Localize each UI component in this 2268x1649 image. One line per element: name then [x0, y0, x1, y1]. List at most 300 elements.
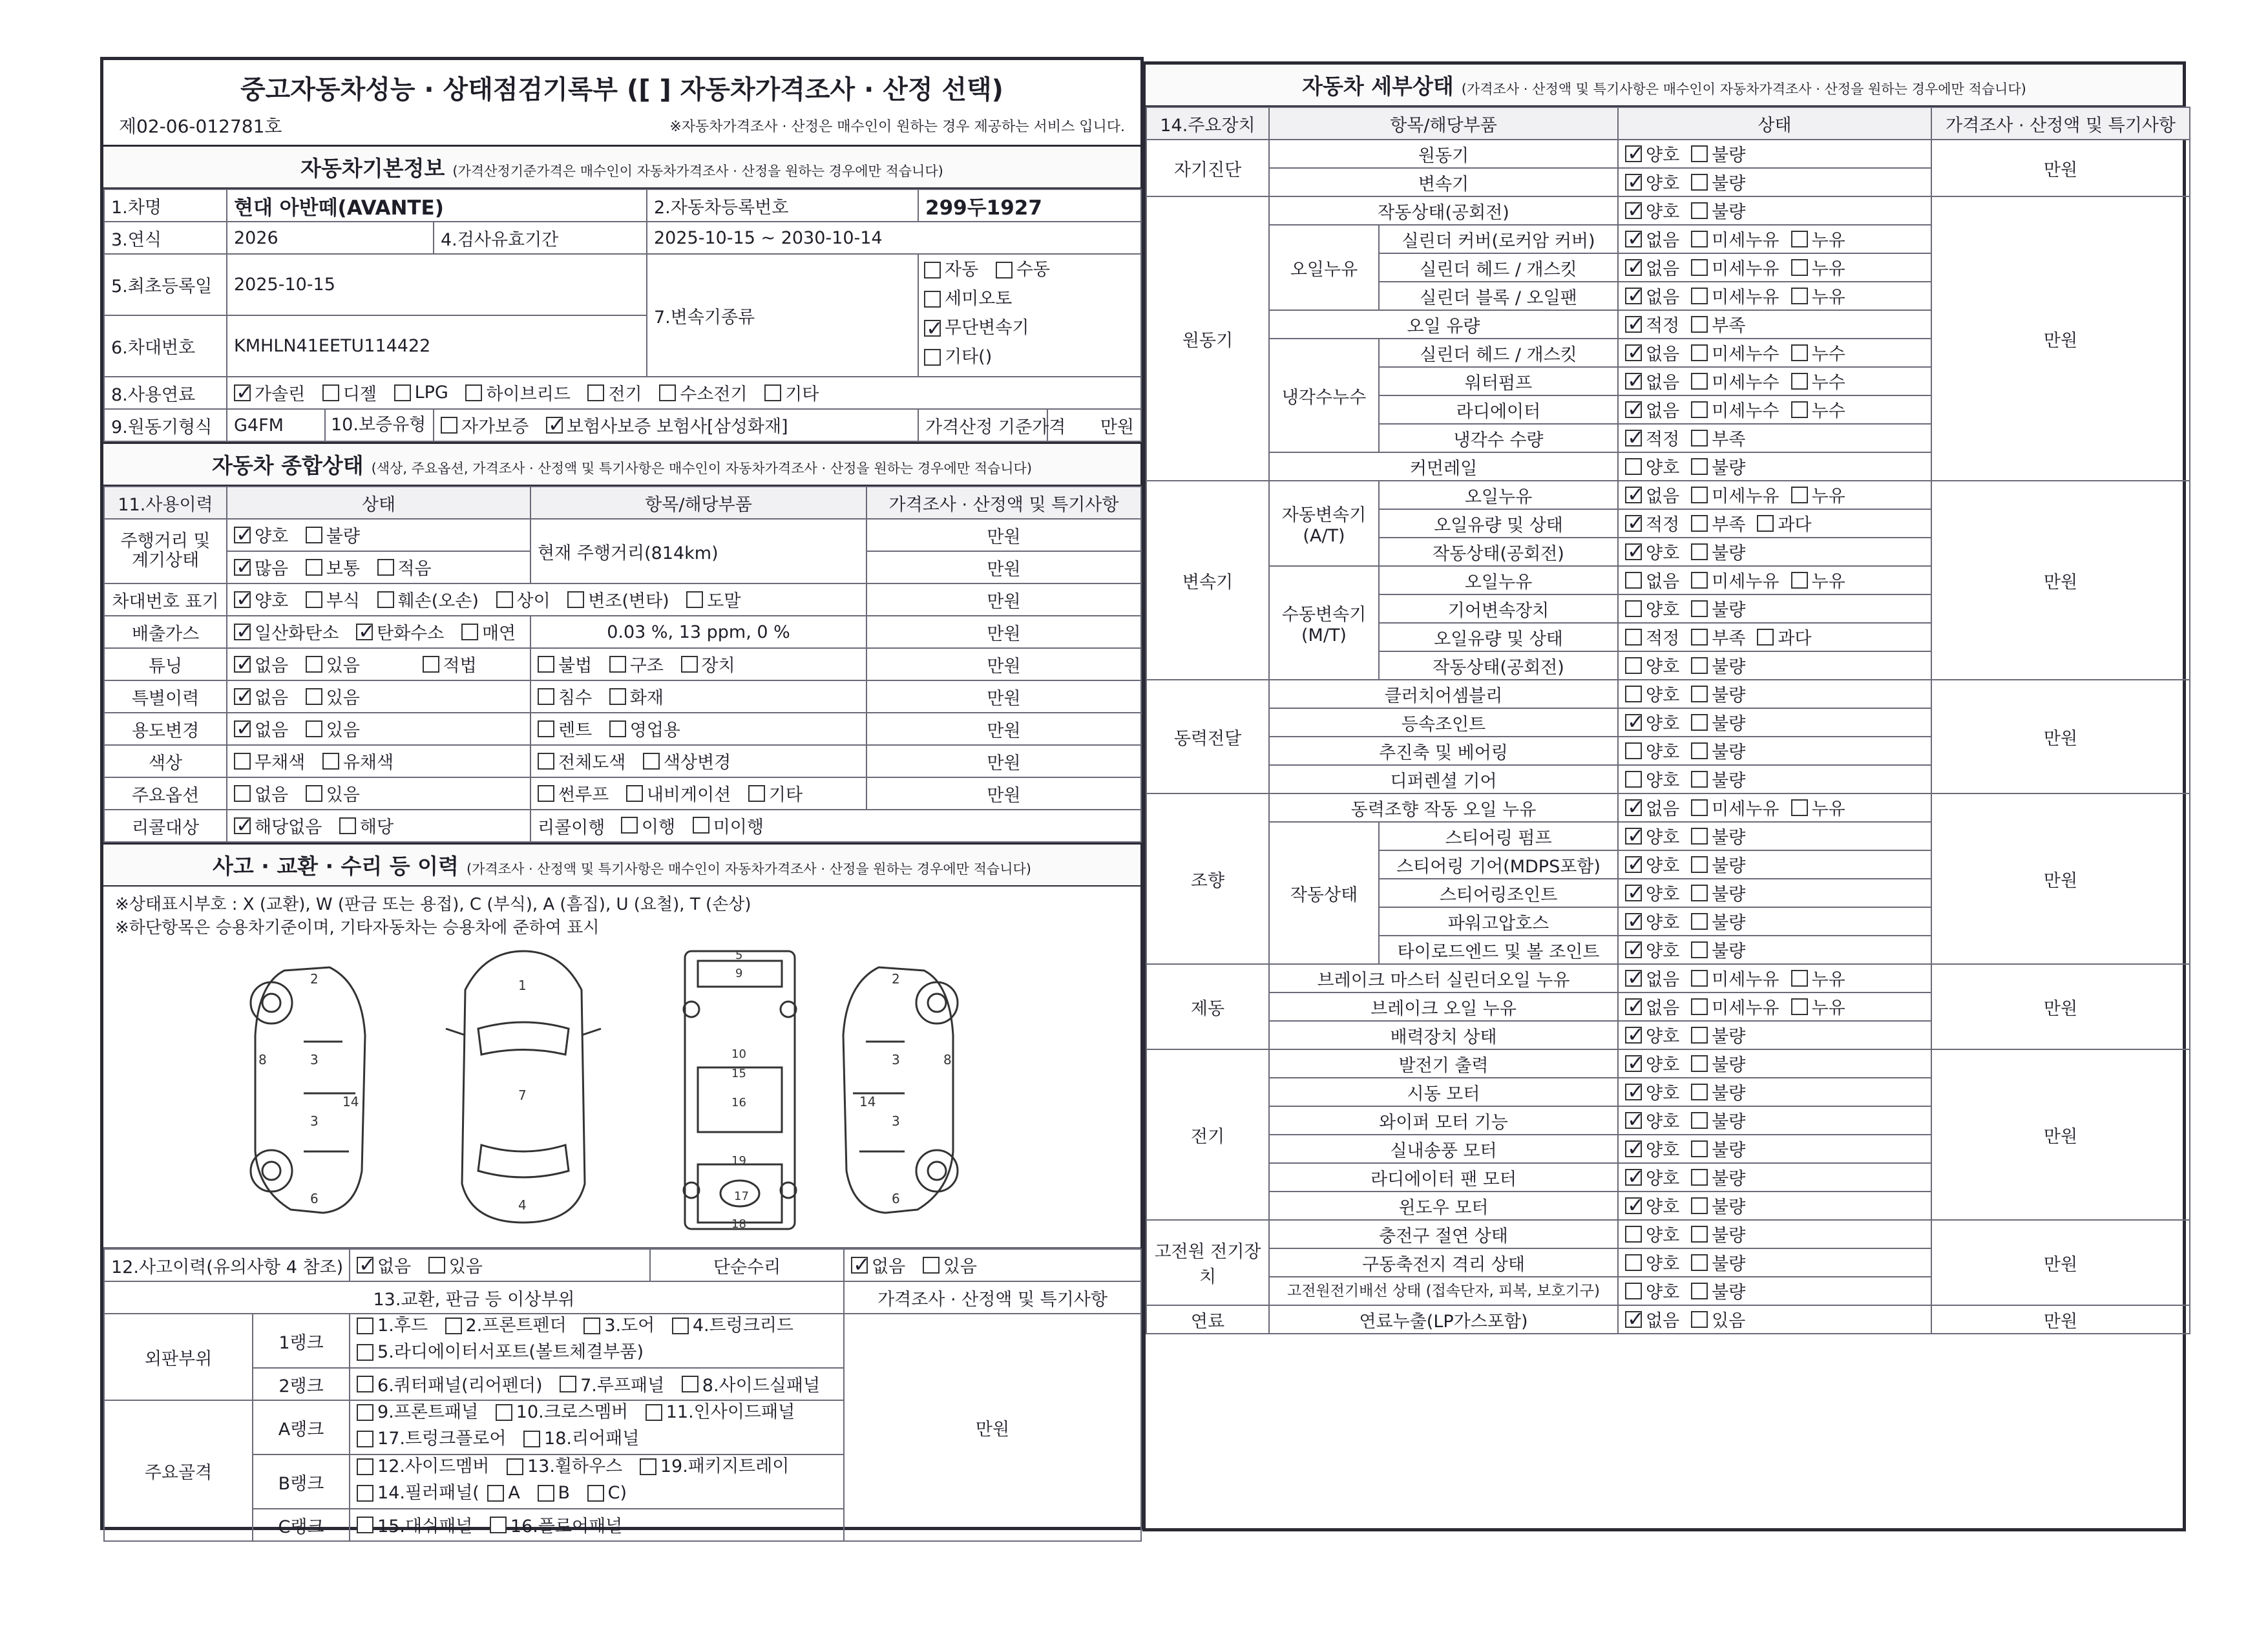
accident-head: 사고 · 교환 · 수리 등 이력 (가격조사 · 산정액 및 특기사항은 매수인이 자동차가격조사 · 산정을 원하는 경우에만 적습니다) — [103, 843, 1140, 887]
state-checkbox[interactable]: 불량 — [1691, 1108, 1745, 1133]
rank1-trunk-checkbox[interactable]: 4.트렁크리드 — [672, 1314, 793, 1338]
usage-none-checkbox[interactable]: ✓ 없음 — [234, 716, 288, 741]
svg-text:10: 10 — [731, 1047, 746, 1061]
item-label: 변속기 — [1269, 168, 1618, 196]
state-checkbox[interactable]: 부족 — [1691, 510, 1745, 536]
svg-text:18: 18 — [731, 1217, 746, 1231]
item-label: 배력장치 상태 — [1269, 1021, 1618, 1049]
rank2-sidesill-checkbox[interactable]: 8.사이드실패널 — [682, 1371, 820, 1396]
state-checkbox[interactable]: ✓ 없음 — [1625, 397, 1679, 422]
state-checkbox[interactable]: 누유 — [1791, 226, 1845, 251]
parts-price-head: 가격조사 · 산정액 및 특기사항 — [844, 1281, 1141, 1314]
state-checkbox[interactable]: 불량 — [1691, 141, 1745, 166]
svg-text:9: 9 — [735, 967, 743, 980]
state-checkbox[interactable]: 미세누유 — [1691, 283, 1779, 308]
rank1-hood-checkbox[interactable]: 1.후드 — [357, 1314, 428, 1338]
warranty-insurance-checkbox[interactable]: ✓ 보험사보증 보험사[삼성화재] — [546, 412, 788, 437]
item-label: 실린더 블록 / 오일팬 — [1379, 282, 1618, 310]
state-checkbox[interactable]: 미세누유 — [1691, 994, 1779, 1019]
state-checkbox[interactable]: 양호 — [1625, 454, 1679, 479]
mileage-state-a — [227, 519, 530, 551]
rankA-front-checkbox[interactable]: 9.프론트패널 — [357, 1401, 478, 1424]
svg-text:17: 17 — [734, 1190, 749, 1203]
state-checkbox[interactable]: 불량 — [1691, 937, 1745, 962]
item-label: 동력조향 작동 오일 누유 — [1269, 793, 1618, 822]
emission-smoke-checkbox[interactable]: 매연 — [461, 619, 516, 644]
overall-head: 자동차 종합상태 (색상, 주요옵션, 가격조사 · 산정액 및 특기사항은 매수인이 자동차가격조사 · 산정을 원하는 경우에만 적습니다) — [103, 442, 1140, 486]
state-checkbox[interactable]: ✓ 양호 — [1625, 880, 1679, 905]
rankA-rear-checkbox[interactable]: 18.리어패널 — [523, 1427, 639, 1451]
svg-text:7: 7 — [518, 1087, 527, 1103]
rank1-door-checkbox[interactable]: 3.도어 — [583, 1314, 655, 1338]
state-options — [1618, 765, 1931, 793]
option-price: 만원 — [866, 777, 1141, 810]
state-checkbox[interactable]: 누유 — [1791, 795, 1845, 820]
state-options — [1618, 737, 1931, 765]
vin-mark-painted-checkbox[interactable]: 도말 — [686, 587, 740, 612]
rank2-items — [350, 1368, 844, 1400]
state-checkbox[interactable]: ✓ 없음 — [1625, 255, 1679, 280]
state-checkbox[interactable]: 불량 — [1691, 454, 1745, 479]
state-checkbox[interactable]: 미세누유 — [1691, 255, 1779, 280]
color-label: 색상 — [104, 745, 227, 777]
trans-cvt-checkbox[interactable]: ✓ 무단변속기 — [924, 315, 1029, 341]
fuel-hybrid-checkbox[interactable]: 하이브리드 — [465, 380, 570, 405]
recall-done-checkbox[interactable]: 이행 — [621, 813, 675, 838]
state-checkbox[interactable]: ✓ 양호 — [1625, 1164, 1679, 1190]
color-full-paint-checkbox[interactable]: 전체도색 — [538, 748, 625, 773]
state-checkbox[interactable]: 불량 — [1691, 1022, 1745, 1047]
rankB-items — [350, 1455, 844, 1509]
state-options — [1618, 680, 1931, 708]
state-checkbox[interactable]: ✓ 없음 — [1625, 226, 1679, 251]
state-checkbox[interactable]: ✓ 양호 — [1625, 909, 1679, 934]
recall-na-checkbox[interactable]: ✓ 해당없음 — [234, 813, 322, 838]
item-label: 스티어링 펌프 — [1379, 822, 1618, 850]
state-checkbox[interactable]: 불량 — [1691, 1051, 1745, 1076]
state-checkbox[interactable]: 양호 — [1625, 766, 1679, 792]
rankB-wheelhouse-checkbox[interactable]: 13.휠하우스 — [507, 1455, 622, 1478]
recall-notdone-checkbox[interactable]: 미이행 — [693, 813, 764, 838]
state-options — [1618, 566, 1931, 594]
special-yes-checkbox[interactable]: 있음 — [306, 684, 360, 709]
state-checkbox[interactable]: 불량 — [1691, 198, 1745, 223]
detail-row — [1146, 1305, 2190, 1334]
state-options — [1618, 1220, 1931, 1248]
item-label: 스티어링 기어(MDPS포함) — [1379, 850, 1618, 879]
item-label: 커먼레일 — [1269, 452, 1618, 481]
state-options — [1618, 708, 1931, 737]
usage-business-checkbox[interactable]: 영업용 — [609, 716, 680, 741]
state-options — [1618, 538, 1931, 566]
fuel-lpg-checkbox[interactable]: LPG — [394, 383, 448, 403]
rankA-items — [350, 1400, 844, 1455]
state-checkbox[interactable]: 불량 — [1691, 169, 1745, 194]
state-checkbox[interactable]: 불량 — [1691, 1136, 1745, 1161]
fuel-hydrogen-checkbox[interactable]: 수소전기 — [659, 380, 747, 405]
state-checkbox[interactable]: 불량 — [1691, 880, 1745, 905]
history-options — [350, 1249, 650, 1281]
sub-group-label: 오일누유 — [1269, 225, 1379, 310]
fuel-options — [227, 377, 1141, 409]
rankA-trunkfloor-checkbox[interactable]: 17.트렁크플로어 — [357, 1427, 506, 1451]
color-options — [227, 745, 530, 777]
state-checkbox[interactable]: 누유 — [1791, 255, 1845, 280]
state-options — [1618, 1248, 1931, 1277]
special-none-checkbox[interactable]: ✓ 없음 — [234, 684, 288, 709]
trans-semi-checkbox[interactable]: 세미오토 — [924, 286, 1012, 312]
vin-mark-corrosion-checkbox[interactable]: 부식 — [306, 587, 360, 612]
detail-row — [1146, 481, 2190, 509]
simple-none-checkbox[interactable]: ✓ 없음 — [851, 1252, 905, 1277]
state-options — [1618, 452, 1931, 481]
state-checkbox[interactable]: 불량 — [1691, 596, 1745, 621]
state-checkbox[interactable]: 불량 — [1691, 766, 1745, 792]
state-checkbox[interactable]: 불량 — [1691, 1278, 1745, 1303]
recall-applicable-checkbox[interactable]: 해당 — [339, 813, 394, 838]
state-checkbox[interactable]: 부족 — [1691, 311, 1745, 337]
rankB-pillar-a-checkbox[interactable]: A — [487, 1482, 520, 1505]
recall-item-label: 리콜이행 — [538, 818, 605, 839]
rankB-pillar-c-checkbox[interactable]: C) — [587, 1482, 627, 1505]
state-checkbox[interactable]: 양호 — [1625, 681, 1679, 706]
option-sunroof-checkbox[interactable]: 썬루프 — [538, 781, 609, 806]
state-checkbox[interactable]: 불량 — [1691, 681, 1745, 706]
state-checkbox[interactable]: ✓ 없음 — [1625, 1307, 1679, 1332]
simple-yes-checkbox[interactable]: 있음 — [923, 1252, 977, 1277]
state-checkbox[interactable]: ✓ 양호 — [1625, 852, 1679, 877]
state-checkbox[interactable]: ✓ 양호 — [1625, 823, 1679, 848]
item-label: 브레이크 오일 누유 — [1269, 993, 1618, 1021]
trans-options — [918, 254, 1141, 377]
detail-col2: 항목/해당부품 — [1269, 107, 1618, 140]
svg-text:6: 6 — [310, 1191, 319, 1206]
state-options — [1618, 509, 1931, 538]
state-checkbox[interactable]: 부족 — [1691, 624, 1745, 649]
state-checkbox[interactable]: 불량 — [1691, 539, 1745, 564]
fuel-gasoline-checkbox[interactable]: ✓ 가솔린 — [234, 380, 305, 405]
state-options — [1618, 879, 1931, 907]
detail-row — [1146, 793, 2190, 822]
state-options — [1618, 964, 1931, 993]
rankC-dash-checkbox[interactable]: 15.대쉬패널 — [357, 1512, 472, 1537]
mileage-price-1: 만원 — [866, 519, 1141, 551]
status-code-note: ※상태표시부호 : X (교환), W (판금 또는 용접), C (부식), A (흠집), U (요철), T (손상) — [115, 895, 751, 914]
state-checkbox[interactable]: 양호 — [1625, 1221, 1679, 1246]
group-price: 만원 — [1931, 680, 2190, 793]
svg-text:15: 15 — [731, 1067, 746, 1080]
state-checkbox[interactable]: 불량 — [1691, 852, 1745, 877]
reg-no-value: 299두1927 — [918, 189, 1141, 222]
item-label: 브레이크 마스터 실린더오일 누유 — [1269, 964, 1618, 993]
state-checkbox[interactable]: 미세누유 — [1691, 795, 1779, 820]
group-label: 변속기 — [1146, 481, 1269, 680]
vin-mark-differ-checkbox[interactable]: 상이 — [496, 587, 551, 612]
state-checkbox[interactable]: 불량 — [1691, 709, 1745, 735]
item-label: 오일누유 — [1379, 481, 1618, 509]
tuning-none-checkbox[interactable]: ✓ 없음 — [234, 651, 288, 677]
mileage-many-checkbox[interactable]: ✓ 많음 — [234, 554, 288, 580]
state-checkbox[interactable]: 누수 — [1791, 340, 1845, 365]
state-checkbox[interactable]: 불량 — [1691, 1193, 1745, 1218]
first-reg-label: 5.최초등록일 — [104, 254, 227, 315]
usage-yes-checkbox[interactable]: 있음 — [306, 716, 360, 741]
state-checkbox[interactable]: 양호 — [1625, 738, 1679, 763]
color-items — [530, 745, 866, 777]
tuning-price: 만원 — [866, 648, 1141, 680]
option-navi-checkbox[interactable]: 내비게이션 — [626, 781, 731, 806]
state-options — [1618, 225, 1931, 253]
trans-auto-checkbox[interactable]: 자동 — [924, 257, 978, 283]
fuel-other-checkbox[interactable]: 기타 — [764, 380, 819, 405]
tuning-device-checkbox[interactable]: 장치 — [681, 651, 735, 677]
mileage-label: 주행거리 및 계기상태 — [104, 519, 227, 583]
sub-group-label: 자동변속기 (A/T) — [1269, 481, 1379, 566]
rankC-floor-checkbox[interactable]: 16.플로어패널 — [490, 1512, 622, 1537]
state-checkbox[interactable]: 누유 — [1791, 283, 1845, 308]
state-checkbox[interactable]: ✓ 없음 — [1625, 482, 1679, 507]
state-checkbox[interactable]: ✓ 없음 — [1625, 994, 1679, 1019]
state-options — [1618, 1277, 1931, 1305]
state-checkbox[interactable]: 불량 — [1691, 823, 1745, 848]
mileage-bad-checkbox[interactable]: 불량 — [306, 522, 360, 547]
state-checkbox[interactable]: ✓ 없음 — [1625, 340, 1679, 365]
state-checkbox[interactable]: ✓ 없음 — [1625, 368, 1679, 394]
state-checkbox[interactable]: 과다 — [1757, 624, 1811, 649]
mileage-few-checkbox[interactable]: 적음 — [377, 554, 432, 580]
state-checkbox[interactable]: ✓ 없음 — [1625, 965, 1679, 991]
item-label: 와이퍼 모터 기능 — [1269, 1106, 1618, 1135]
state-checkbox[interactable]: ✓ 양호 — [1625, 539, 1679, 564]
state-checkbox[interactable]: ✓ 없음 — [1625, 283, 1679, 308]
state-checkbox[interactable]: 미세누유 — [1691, 567, 1779, 593]
tuning-legal-checkbox[interactable]: 적법 — [423, 651, 477, 677]
vehicle-basis-note: ※하단항목은 승용차기준이며, 기타자동차는 승용차에 준하여 표시 — [115, 918, 600, 938]
rank1-radiator-checkbox[interactable]: 5.라디에이터서포트(볼트체결부품) — [357, 1341, 644, 1364]
fuel-electric-checkbox[interactable]: 전기 — [587, 380, 642, 405]
mileage-price-2: 만원 — [866, 551, 1141, 583]
state-checkbox[interactable]: 불량 — [1691, 909, 1745, 934]
group-label: 원동기 — [1146, 196, 1269, 481]
detail-row — [1146, 680, 2190, 708]
item-label: 클러치어셈블리 — [1269, 680, 1618, 708]
detail-row — [1146, 196, 2190, 225]
valid-value: 2025-10-15 ~ 2030-10-14 — [647, 222, 1141, 254]
svg-text:5: 5 — [735, 949, 743, 962]
state-checkbox[interactable]: 양호 — [1625, 653, 1679, 678]
state-checkbox[interactable]: 불량 — [1691, 1250, 1745, 1275]
emission-co-checkbox[interactable]: ✓ 일산화탄소 — [234, 619, 339, 644]
state-checkbox[interactable]: 양호 — [1625, 1250, 1679, 1275]
vin-mark-altered-checkbox[interactable]: 변조(변타) — [567, 587, 669, 612]
doc-number: 제02-06-012781호 — [119, 116, 282, 137]
detail-body — [1146, 140, 2190, 1334]
special-flood-checkbox[interactable]: 침수 — [538, 684, 592, 709]
svg-text:2: 2 — [310, 971, 319, 987]
rank2-label: 2랭크 — [253, 1368, 350, 1400]
year-label: 3.연식 — [104, 222, 227, 254]
state-options — [1618, 196, 1931, 225]
doc-title: 중고자동차성능 · 상태점검기록부 ([ ] 자동차가격조사 · 산정 선택) — [240, 75, 1003, 105]
history-yes-checkbox[interactable]: 있음 — [428, 1252, 483, 1277]
tuning-structure-checkbox[interactable]: 구조 — [609, 651, 664, 677]
state-checkbox[interactable]: 누유 — [1791, 965, 1845, 991]
rank2-quarter-checkbox[interactable]: 6.쿼터패널(리어펜더) — [357, 1371, 542, 1396]
rankB-sidemember-checkbox[interactable]: 12.사이드멤버 — [357, 1455, 489, 1478]
tuning-yes-checkbox[interactable]: 있음 — [306, 651, 360, 677]
vin-mark-label: 차대번호 표기 — [104, 583, 227, 616]
state-checkbox[interactable]: 미세누수 — [1691, 340, 1779, 365]
item-label: 라디에이터 팬 모터 — [1269, 1163, 1618, 1192]
state-checkbox[interactable]: 부족 — [1691, 425, 1745, 450]
warranty-self-checkbox[interactable]: 자가보증 — [441, 412, 529, 437]
parts-price: 만원 — [844, 1314, 1141, 1541]
left-sheet — [100, 57, 1144, 1537]
state-options — [1618, 1106, 1931, 1135]
tuning-label: 튜닝 — [104, 648, 227, 680]
usage-rent-checkbox[interactable]: 렌트 — [538, 716, 592, 741]
history-none-checkbox[interactable]: ✓ 없음 — [357, 1252, 411, 1277]
item-label: 작동상태(공회전) — [1379, 538, 1618, 566]
option-none-checkbox[interactable]: 없음 — [234, 781, 288, 806]
sub-group-label: 수동변속기 (M/T) — [1269, 566, 1379, 680]
color-achromatic-checkbox[interactable]: 무채색 — [234, 748, 305, 773]
state-options — [1618, 936, 1931, 964]
special-items — [530, 680, 866, 713]
item-label: 타이로드엔드 및 볼 조인트 — [1379, 936, 1618, 964]
mileage-good-checkbox[interactable]: ✓ 양호 — [234, 522, 288, 547]
state-checkbox[interactable]: ✓ 없음 — [1625, 795, 1679, 820]
state-options — [1618, 1078, 1931, 1106]
state-checkbox[interactable]: 없음 — [1625, 567, 1679, 593]
state-checkbox[interactable]: ✓ 양호 — [1625, 1022, 1679, 1047]
sub-group-label: 작동상태 — [1269, 822, 1379, 964]
rankA-cross-checkbox[interactable]: 10.크로스멤버 — [496, 1401, 628, 1424]
color-chromatic-checkbox[interactable]: 유채색 — [322, 748, 394, 773]
state-checkbox[interactable]: 양호 — [1625, 596, 1679, 621]
rankB-pillar-checkbox[interactable]: 14.필러패널( — [357, 1482, 479, 1505]
state-checkbox[interactable]: ✓ 양호 — [1625, 198, 1679, 223]
item-label: 실린더 커버(로커암 커버) — [1379, 225, 1618, 253]
state-options — [1618, 1135, 1931, 1163]
group-label: 제동 — [1146, 964, 1269, 1049]
parts-head: 13.교환, 판금 등 이상부위 — [104, 1281, 844, 1314]
state-checkbox[interactable]: 미세누유 — [1691, 482, 1779, 507]
state-checkbox[interactable]: ✓ 양호 — [1625, 1108, 1679, 1133]
state-checkbox[interactable]: ✓ 양호 — [1625, 709, 1679, 735]
item-label: 작동상태(공회전) — [1379, 651, 1618, 680]
state-checkbox[interactable]: 불량 — [1691, 1221, 1745, 1246]
state-checkbox[interactable]: 과다 — [1757, 510, 1811, 536]
item-label: 충전구 절연 상태 — [1269, 1220, 1618, 1248]
state-options — [1618, 651, 1931, 680]
color-change-checkbox[interactable]: 색상변경 — [643, 748, 731, 773]
vin-mark-damage-checkbox[interactable]: 훼손(오손) — [377, 587, 479, 612]
svg-text:8: 8 — [258, 1052, 267, 1067]
state-checkbox[interactable]: ✓ 양호 — [1625, 141, 1679, 166]
mileage-state-b — [227, 551, 530, 583]
state-checkbox[interactable]: 양호 — [1625, 1278, 1679, 1303]
overall-col3: 항목/해당부품 — [530, 487, 866, 519]
recall-options — [227, 810, 530, 842]
state-checkbox[interactable]: 불량 — [1691, 653, 1745, 678]
state-checkbox[interactable]: 적정 — [1625, 624, 1679, 649]
vin-mark-options — [227, 583, 866, 616]
state-checkbox[interactable]: 미세누유 — [1691, 965, 1779, 991]
sub-group-label: 냉각수누수 — [1269, 339, 1379, 452]
state-checkbox[interactable]: 누유 — [1791, 567, 1845, 593]
state-checkbox[interactable]: 불량 — [1691, 1164, 1745, 1190]
state-checkbox[interactable]: ✓ 양호 — [1625, 1136, 1679, 1161]
first-reg-value: 2025-10-15 — [227, 254, 647, 315]
trans-manual-checkbox[interactable]: 수동 — [996, 257, 1050, 283]
recall-items — [530, 810, 1141, 842]
item-label: 작동상태(공회전) — [1269, 196, 1618, 225]
state-checkbox[interactable]: 불량 — [1691, 1079, 1745, 1104]
state-checkbox[interactable]: ✓ 양호 — [1625, 169, 1679, 194]
state-checkbox[interactable]: ✓ 양호 — [1625, 1051, 1679, 1076]
item-label: 냉각수 수량 — [1379, 424, 1618, 452]
rank1-fender-checkbox[interactable]: 2.프론트펜더 — [445, 1314, 567, 1338]
state-options — [1618, 907, 1931, 936]
overall-col4: 가격조사 · 산정액 및 특기사항 — [866, 487, 1141, 519]
state-checkbox[interactable]: ✓ 양호 — [1625, 1193, 1679, 1218]
state-checkbox[interactable]: ✓ 적정 — [1625, 311, 1679, 337]
rank2-roof-checkbox[interactable]: 7.루프패널 — [560, 1371, 664, 1396]
special-fire-checkbox[interactable]: 화재 — [609, 684, 664, 709]
tuning-illegal-checkbox[interactable]: 불법 — [538, 651, 592, 677]
state-checkbox[interactable]: 누수 — [1791, 397, 1845, 422]
state-options — [1618, 140, 1931, 168]
rankB-package-checkbox[interactable]: 19.패키지트레이 — [640, 1455, 789, 1478]
outer-label: 외판부위 — [104, 1314, 253, 1400]
accident-table — [103, 1248, 1142, 1542]
state-checkbox[interactable]: ✓ 적정 — [1625, 510, 1679, 536]
item-label: 윈도우 모터 — [1269, 1192, 1618, 1220]
right-sheet — [1142, 61, 2186, 1531]
rankC-label: C랭크 — [253, 1509, 350, 1541]
svg-text:14: 14 — [342, 1094, 359, 1109]
overall-col1: 11.사용이력 — [104, 487, 227, 519]
vin-mark-good-checkbox[interactable]: ✓ 양호 — [234, 587, 288, 612]
state-checkbox[interactable]: 누유 — [1791, 994, 1845, 1019]
option-other-checkbox[interactable]: 기타 — [748, 781, 803, 806]
group-label: 동력전달 — [1146, 680, 1269, 793]
state-checkbox[interactable]: 누유 — [1791, 482, 1845, 507]
state-options — [1618, 594, 1931, 623]
state-checkbox[interactable]: 누수 — [1791, 368, 1845, 394]
state-checkbox[interactable]: 미세누유 — [1691, 226, 1779, 251]
emission-hc-checkbox[interactable]: ✓ 탄화수소 — [356, 619, 444, 644]
state-checkbox[interactable]: 불량 — [1691, 738, 1745, 763]
special-label: 특별이력 — [104, 680, 227, 713]
trans-other-checkbox[interactable]: 기타() — [924, 344, 992, 370]
rankA-inside-checkbox[interactable]: 11.인사이드패널 — [646, 1401, 795, 1424]
mileage-normal-checkbox[interactable]: 보통 — [306, 554, 360, 580]
rankB-pillar-b-checkbox[interactable]: B — [538, 1482, 571, 1505]
state-checkbox[interactable]: 미세누수 — [1691, 368, 1779, 394]
state-checkbox[interactable]: ✓ 양호 — [1625, 1079, 1679, 1104]
state-checkbox[interactable]: ✓ 양호 — [1625, 937, 1679, 962]
state-checkbox[interactable]: ✓ 적정 — [1625, 425, 1679, 450]
group-label: 고전원 전기장치 — [1146, 1220, 1269, 1305]
state-checkbox[interactable]: 있음 — [1691, 1307, 1745, 1332]
item-label: 고전원전기배선 상태 (접속단자, 피복, 보호기구) — [1269, 1277, 1618, 1305]
item-label: 발전기 출력 — [1269, 1049, 1618, 1078]
state-checkbox[interactable]: 미세누수 — [1691, 397, 1779, 422]
option-yes-checkbox[interactable]: 있음 — [306, 781, 360, 806]
fuel-diesel-checkbox[interactable]: 디젤 — [322, 380, 377, 405]
